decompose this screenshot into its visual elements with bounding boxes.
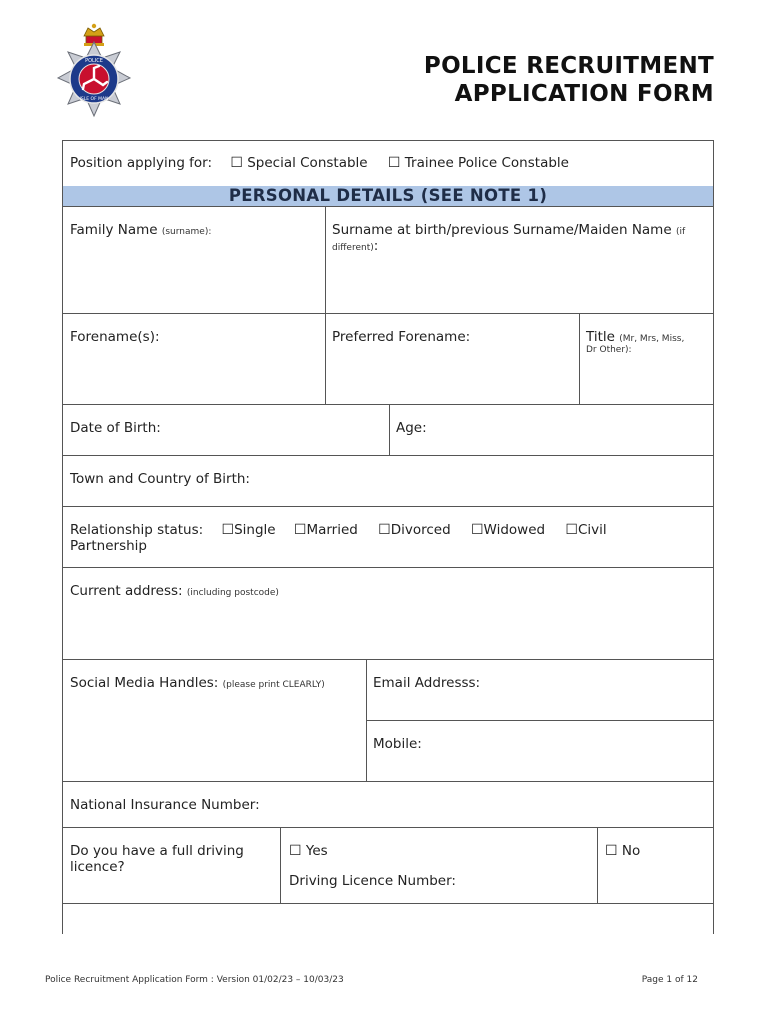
continuation-area bbox=[63, 904, 713, 934]
surname-at-birth-field[interactable]: Surname at birth/previous Surname/Maiden Name (if different): bbox=[332, 222, 686, 254]
family-name-field[interactable]: Family Name (surname): bbox=[70, 222, 212, 238]
relationship-row bbox=[63, 507, 713, 568]
national-insurance-number-field[interactable]: National Insurance Number: bbox=[70, 797, 260, 813]
relationship-wrap-text: Partnership bbox=[70, 538, 147, 554]
forenames-row bbox=[63, 314, 713, 405]
driving-licence-no-cell bbox=[598, 828, 713, 903]
relationship-option-civil[interactable]: ☐Civil bbox=[565, 522, 607, 538]
date-of-birth-field[interactable]: Date of Birth: bbox=[70, 420, 161, 436]
checkbox-icon[interactable]: ☐ bbox=[470, 522, 484, 538]
police-crest-logo bbox=[50, 22, 138, 122]
relationship-option-married[interactable]: ☐Married bbox=[293, 522, 358, 538]
position-label: Position applying for: bbox=[70, 155, 213, 171]
checkbox-icon[interactable]: ☐ bbox=[230, 155, 243, 171]
ni-number-row bbox=[63, 782, 713, 828]
email-address-field[interactable]: Email Addresss: bbox=[367, 660, 713, 721]
checkbox-icon[interactable]: ☐ bbox=[221, 522, 235, 538]
driving-licence-no-option[interactable]: ☐ No bbox=[605, 843, 641, 859]
current-address-field[interactable]: Current address: (including postcode) bbox=[70, 583, 279, 599]
relationship-option-single[interactable]: ☐Single bbox=[221, 522, 276, 538]
footer-page-number: Page 1 of 12 bbox=[641, 975, 698, 985]
family-name-row bbox=[63, 207, 713, 314]
checkbox-icon[interactable]: ☐ bbox=[605, 843, 618, 859]
application-form bbox=[62, 140, 714, 934]
badge-text-top: POLICE bbox=[85, 58, 103, 64]
contact-row bbox=[63, 660, 713, 782]
position-option-special-constable[interactable]: ☐ Special Constable bbox=[230, 155, 368, 171]
mobile-field[interactable]: Mobile: bbox=[373, 736, 422, 752]
relationship-option-divorced[interactable]: ☐Divorced bbox=[378, 522, 451, 538]
checkbox-icon[interactable]: ☐ bbox=[293, 522, 307, 538]
footer-version: Police Recruitment Application Form : Version 01/02/23 – 10/03/23 bbox=[45, 975, 344, 985]
driving-licence-number-label: Driving Licence Number: bbox=[289, 873, 456, 889]
driving-licence-row bbox=[63, 828, 713, 904]
relationship-label: Relationship status: bbox=[70, 522, 204, 538]
badge-text-bottom: ISLE OF MAN bbox=[79, 97, 109, 102]
driving-licence-yes-cell bbox=[281, 828, 597, 903]
forenames-field[interactable]: Forename(s): bbox=[70, 329, 160, 345]
dob-row bbox=[63, 405, 713, 456]
position-row bbox=[63, 141, 713, 187]
driving-licence-question: Do you have a full driving licence? bbox=[70, 843, 244, 875]
driving-licence-yes-option[interactable]: ☐ Yes bbox=[289, 843, 328, 859]
town-country-row bbox=[63, 456, 713, 507]
relationship-option-widowed[interactable]: ☐Widowed bbox=[470, 522, 546, 538]
section-header-personal-details bbox=[63, 186, 713, 207]
title-field[interactable]: Title (Mr, Mrs, Miss, Dr Other): bbox=[586, 329, 685, 355]
checkbox-icon[interactable]: ☐ bbox=[387, 155, 401, 171]
address-row bbox=[63, 568, 713, 660]
preferred-forename-field[interactable]: Preferred Forename: bbox=[332, 329, 471, 345]
form-title-line-1: POLICE RECRUITMENT bbox=[423, 53, 714, 79]
age-field[interactable]: Age: bbox=[396, 420, 427, 436]
form-title-line-2: APPLICATION FORM bbox=[454, 81, 714, 107]
checkbox-icon[interactable]: ☐ bbox=[378, 522, 391, 538]
position-option-trainee-constable[interactable]: ☐ Trainee Police Constable bbox=[387, 155, 569, 171]
checkbox-icon[interactable]: ☐ bbox=[565, 522, 578, 538]
section-title: PERSONAL DETAILS (SEE NOTE 1) bbox=[228, 186, 548, 205]
form-title bbox=[424, 52, 714, 108]
social-media-handles-field[interactable]: Social Media Handles: (please print CLEARLY) bbox=[70, 675, 325, 691]
town-country-of-birth-field[interactable]: Town and Country of Birth: bbox=[70, 471, 250, 487]
checkbox-icon[interactable]: ☐ bbox=[289, 843, 302, 859]
